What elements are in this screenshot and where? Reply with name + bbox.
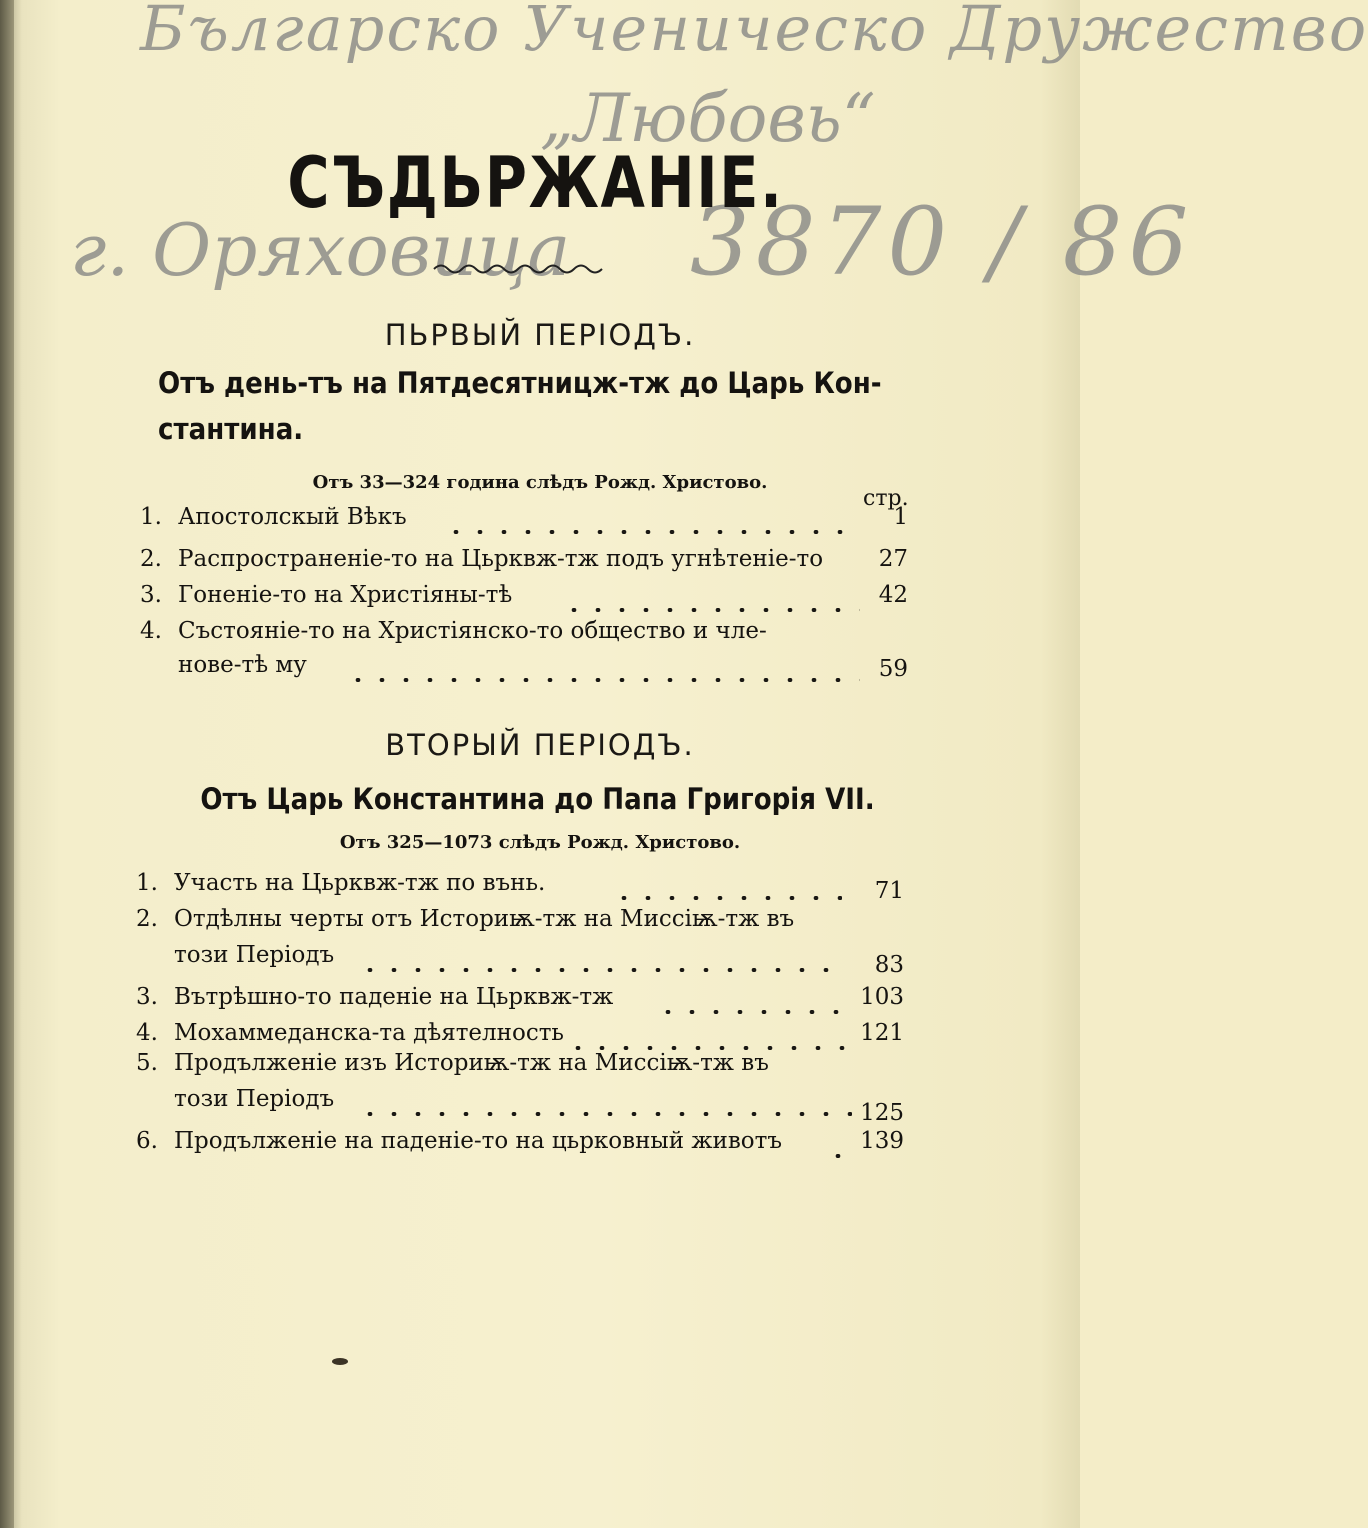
entry-page: 121	[860, 1020, 904, 1046]
entry-title: Участь на Цьрквж-тж по вънь.	[174, 870, 546, 896]
dot-leader	[562, 608, 860, 612]
toc-entry	[0, 906, 1080, 978]
section-title: Отъ Царь Константина до Папа Григорія VII.	[200, 782, 875, 816]
entry-number: 3.	[140, 582, 162, 608]
entry-title: Мохаммеданска-та дѣятелность	[174, 1020, 564, 1046]
entry-page: 103	[860, 984, 904, 1010]
entry-title: Състояніе-то на Христіянско-то общество и чле-	[178, 618, 767, 644]
entry-title: Отдѣлны черты отъ Историѭ-тж на Миссіѭ-тж въ	[174, 906, 795, 932]
entry-number: 4.	[136, 1020, 158, 1046]
page-fold-shadow	[0, 0, 14, 1528]
entry-page: 125	[860, 1100, 904, 1126]
toc-entry	[0, 984, 1080, 1020]
entry-title-continuation: този Періодъ	[174, 942, 335, 968]
entry-number: 4.	[140, 618, 162, 644]
handwritten-annotation: Българско Ученическо Дружество	[140, 0, 1368, 65]
entry-number: 1.	[136, 870, 158, 896]
dot-leader	[656, 1010, 852, 1014]
section-title: стантина.	[158, 412, 304, 446]
page-column-label: стр.	[863, 486, 909, 511]
entry-page: 139	[860, 1128, 904, 1154]
entry-page: 42	[878, 582, 908, 608]
wavy-rule-icon	[432, 258, 604, 280]
entry-title: Вътрѣшно-то паденіе на Цьрквж-тж	[174, 984, 614, 1010]
entry-title: Апостолскый Вѣкъ	[178, 504, 407, 530]
entry-page: 27	[878, 546, 908, 572]
entry-number: 2.	[140, 546, 162, 572]
handwritten-annotation: 3870 / 86	[690, 188, 1195, 297]
entry-page: 59	[878, 656, 908, 682]
dot-leader	[358, 1112, 852, 1116]
entry-title-continuation: нове-тѣ му	[178, 652, 307, 678]
entry-page: 71	[874, 878, 904, 904]
dot-leader	[612, 896, 842, 900]
toc-entry	[0, 1128, 1080, 1164]
toc-entry	[0, 618, 1080, 690]
dot-leader	[444, 530, 860, 534]
entry-title-continuation: този Періодъ	[174, 1086, 335, 1112]
entry-title: Продълженіе изъ Историѭ-тж на Миссіѭ-тж въ	[174, 1050, 769, 1076]
toc-entry	[0, 870, 1080, 906]
entry-number: 2.	[136, 906, 158, 932]
entry-number: 1.	[140, 504, 162, 530]
dot-leader	[346, 678, 860, 682]
entry-page: 83	[874, 952, 904, 978]
toc-entry	[0, 504, 1080, 540]
handwritten-annotation: г. Оряховица	[70, 208, 571, 292]
handwritten-annotation: „Любовь“	[540, 80, 876, 157]
toc-entry	[0, 546, 1080, 582]
entry-title: Продълженіе на паденіе-то на цьрковный животъ	[174, 1128, 783, 1154]
entry-title: Гоненіе-то на Христіяны-тѣ	[178, 582, 513, 608]
dot-leader	[826, 1154, 852, 1158]
entry-title: Распространеніе-то на Цьрквж-тж подъ угнѣтеніе-то	[178, 546, 824, 572]
toc-entry	[0, 1050, 1080, 1126]
period-dates: Отъ 325—1073 слѣдъ Рожд. Христово.	[339, 832, 741, 853]
ink-spot	[332, 1358, 348, 1365]
entry-number: 3.	[136, 984, 158, 1010]
period-dates: Отъ 33—324 година слѣдъ Рожд. Христово.	[312, 472, 768, 493]
period-heading: ВТОРЫЙ ПЕРІОДЪ.	[385, 728, 695, 762]
page-title: СЪДЬРЖАНІЕ.	[287, 142, 784, 224]
entry-number: 5.	[136, 1050, 158, 1076]
entry-number: 6.	[136, 1128, 158, 1154]
section-title: Отъ день-тъ на Пятдесятницж-тж до Царь Кон-	[158, 366, 882, 400]
entry-page: 1	[893, 504, 908, 530]
period-heading: ПЬРВЫЙ ПЕРІОДЪ.	[384, 318, 696, 352]
toc-entry	[0, 582, 1080, 618]
dot-leader	[358, 968, 844, 972]
